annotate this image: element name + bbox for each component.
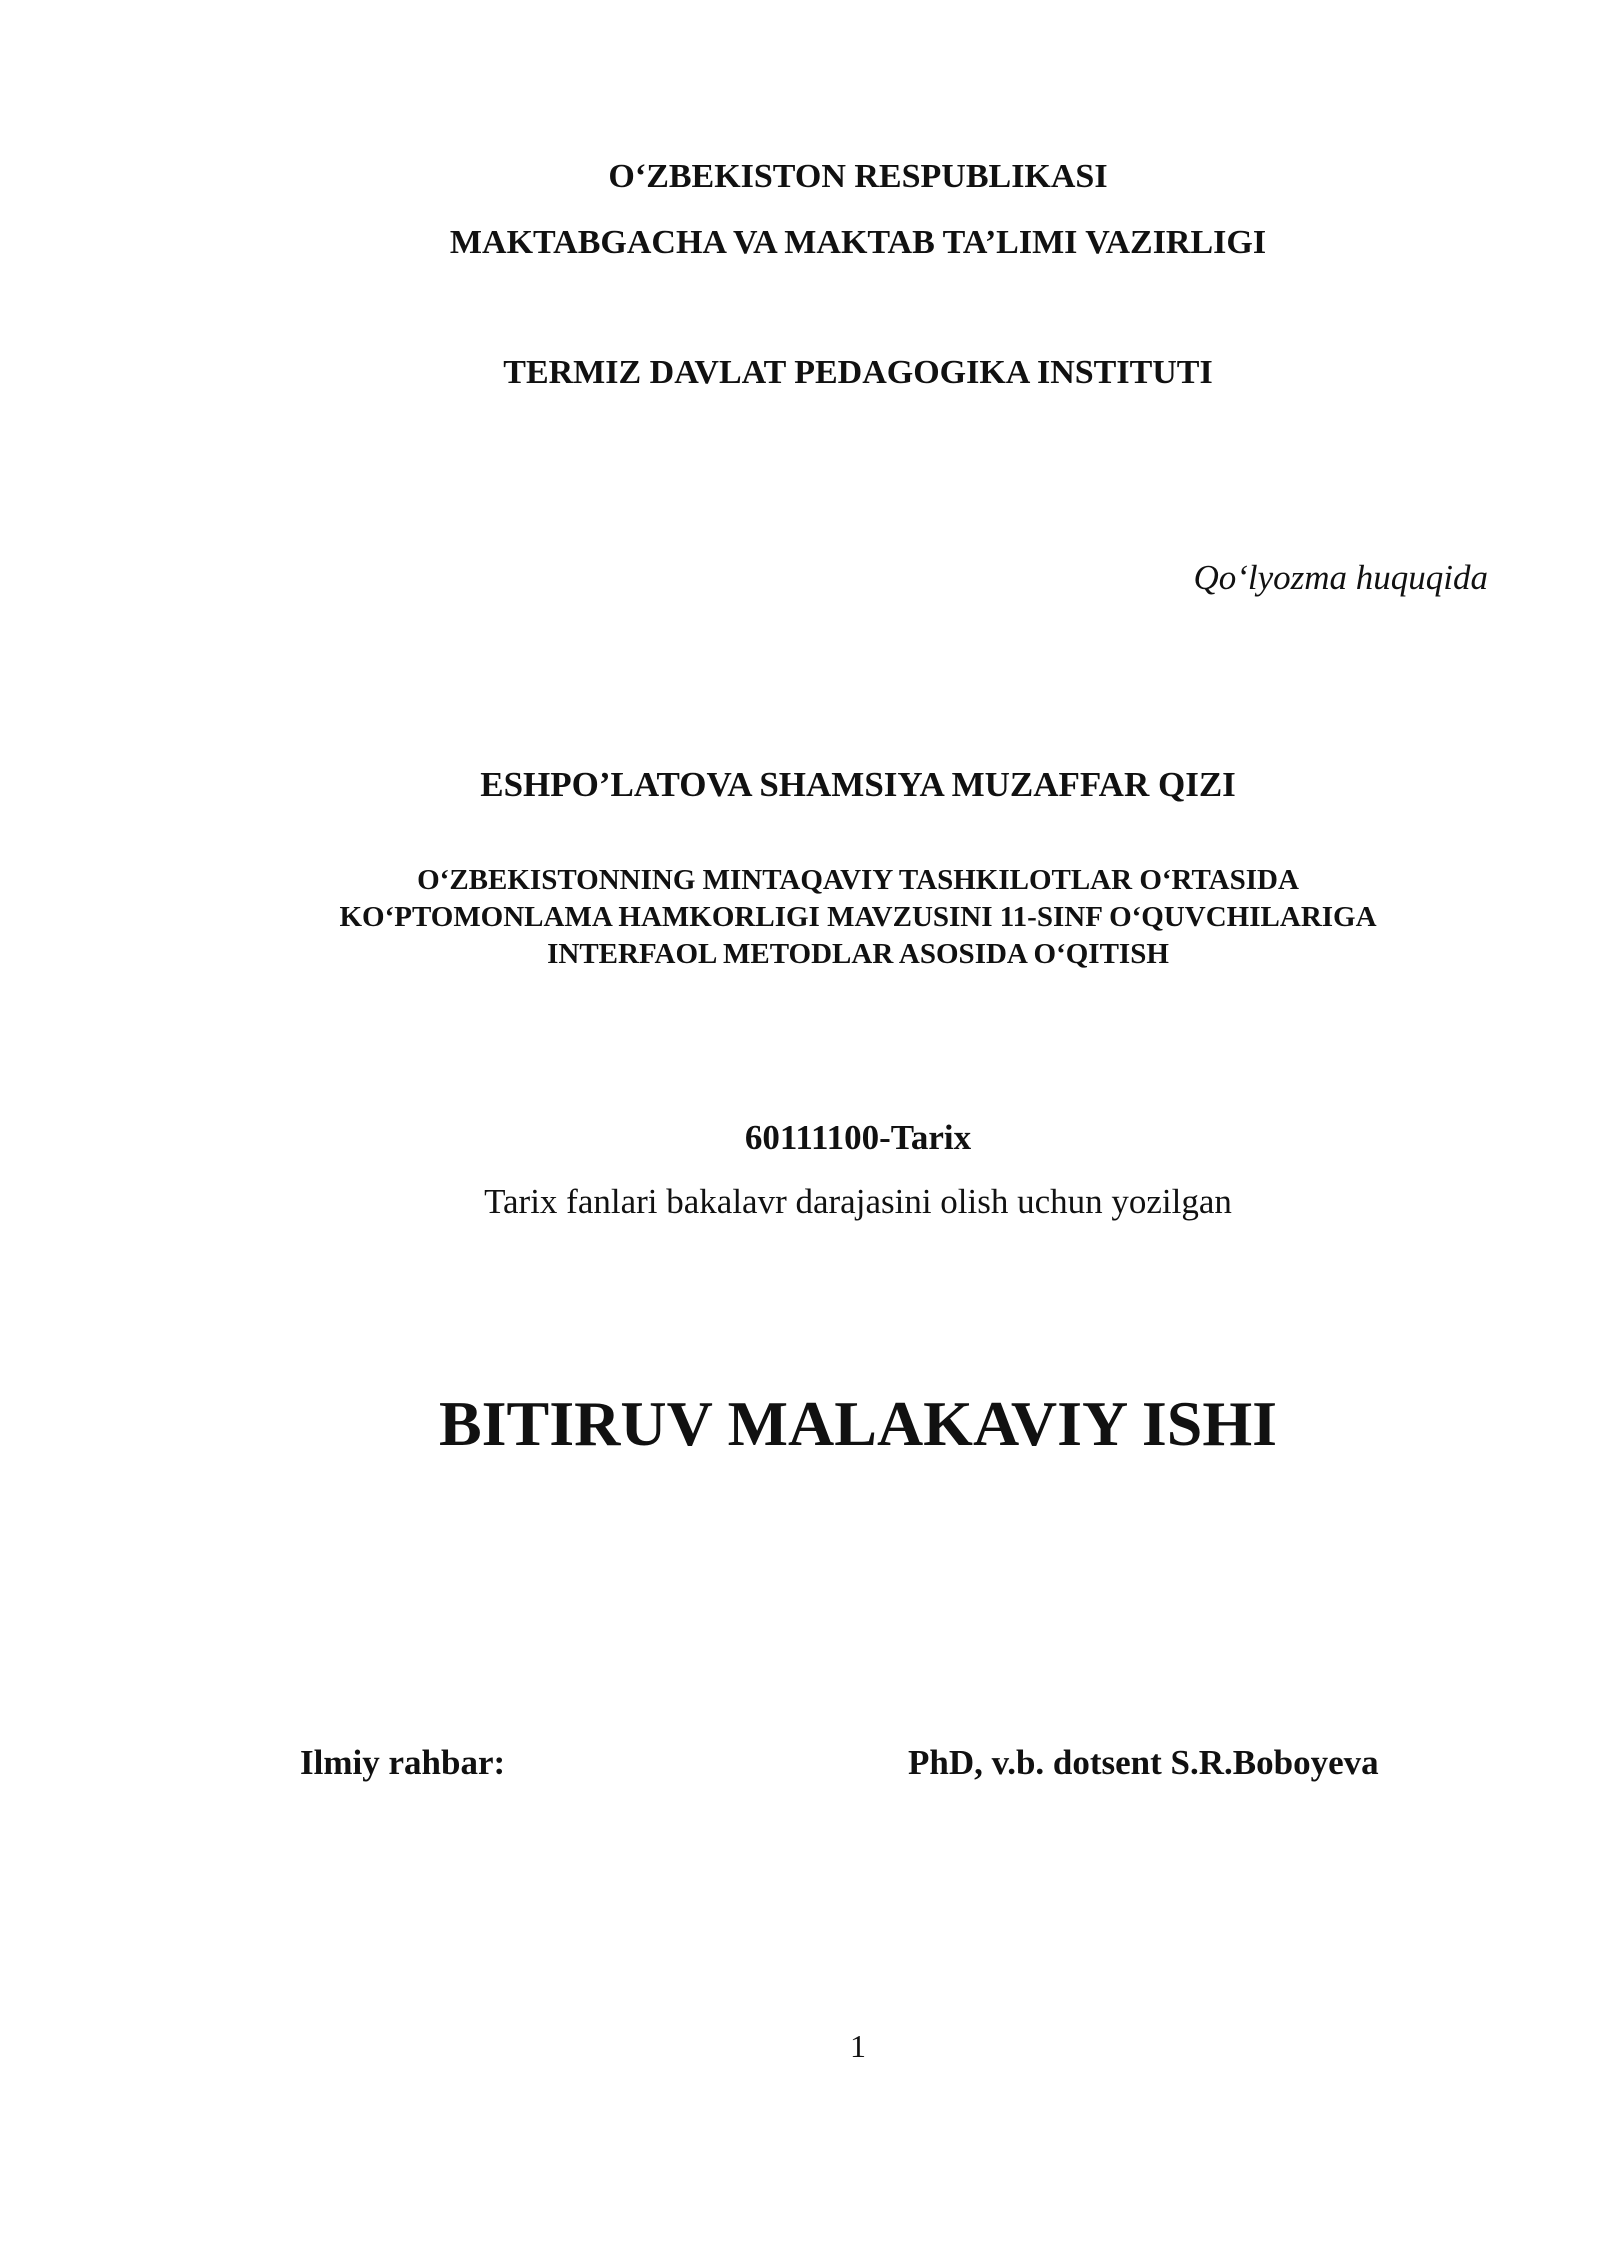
supervisor-label: Ilmiy rahbar: [300,1743,506,1782]
thesis-topic-line-3: INTERFAOL METODLAR ASOSIDA O‘QITISH [547,938,1169,970]
page-number: 1 [850,2028,866,2064]
specialty-code: 60111100-Tarix [744,1118,972,1157]
work-type-title: BITIRUV MALAKAVIY ISHI [438,1388,1278,1459]
institute-heading: TERMIZ DAVLAT PEDAGOGIKA INSTITUTI [503,354,1213,391]
thesis-topic-line-1: O‘ZBEKISTONNING MINTAQAVIY TASHKILOTLAR O‘RTASIDA [417,864,1299,896]
degree-purpose: Tarix fanlari bakalavr darajasini olish uchun yozilgan [484,1182,1232,1221]
thesis-topic [0,862,1600,973]
author-name: ESHPO’LATOVA SHAMSIYA MUZAFFAR QIZI [480,765,1236,804]
ministry-heading: MAKTABGACHA VA MAKTAB TA’LIMI VAZIRLIGI [449,224,1267,261]
thesis-topic-line-2: KO‘PTOMONLAMA HAMKORLIGI MAVZUSINI 11-SINF O‘QUVCHILARIGA [339,901,1377,933]
republic-heading: O‘ZBEKISTON RESPUBLIKASI [608,158,1108,195]
supervisor-name: PhD, v.b. dotsent S.R.Boboyeva [908,1743,1379,1782]
manuscript-rights-note: Qo‘lyozma huquqida [1193,558,1488,597]
